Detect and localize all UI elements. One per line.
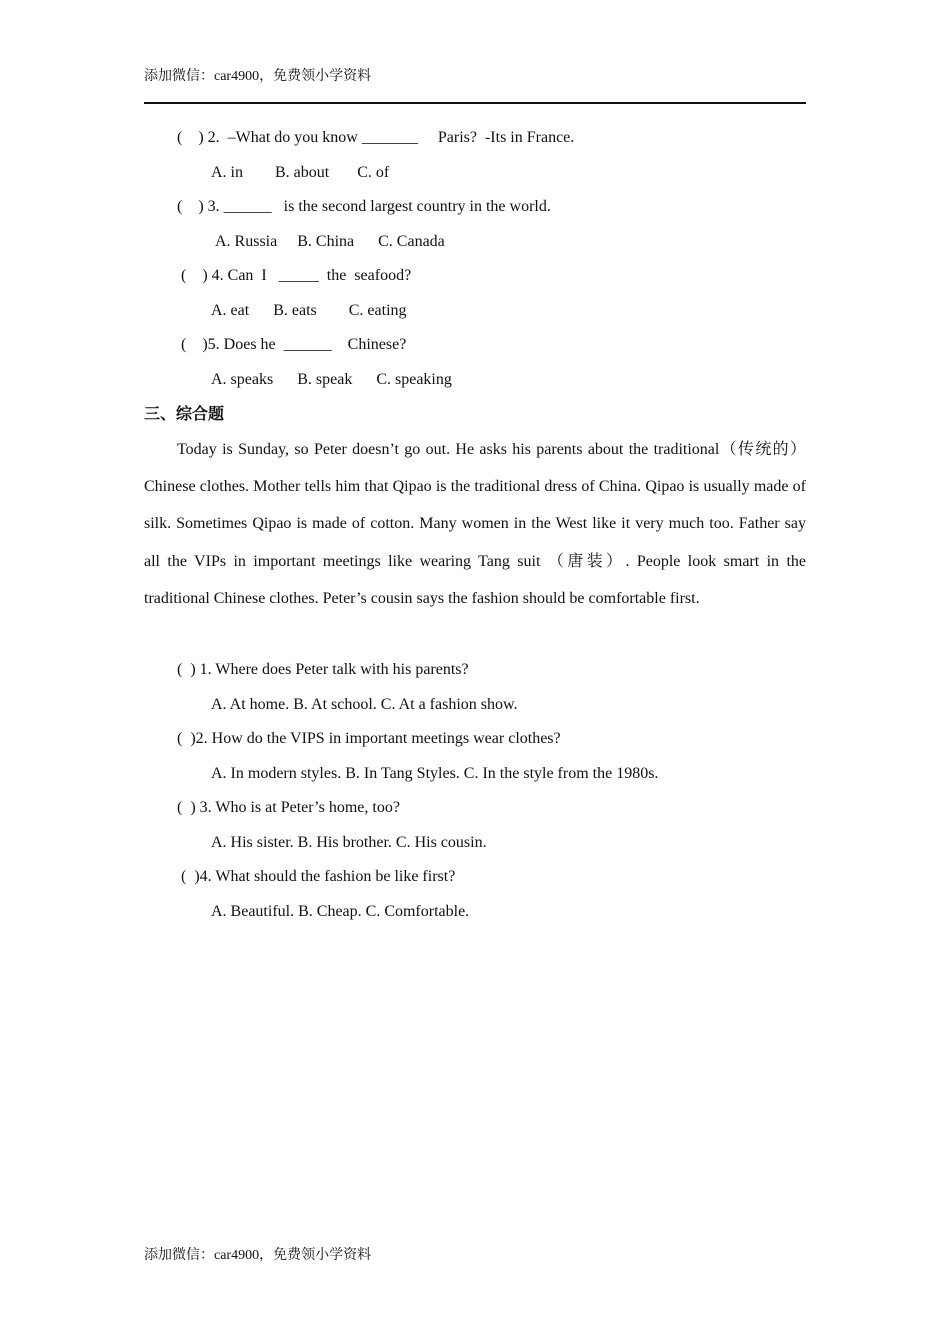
mcq-question-2: ( ) 2. –What do you know _______ Paris? -Its in France.: [177, 129, 575, 146]
mcq-question-5: ( )5. Does he ______ Chinese?: [181, 336, 407, 353]
mcq-options-5: A. speaks B. speak C. speaking: [211, 371, 452, 388]
reading-options-3: A. His sister. B. His brother. C. His cousin.: [211, 834, 487, 851]
reading-question-2: ( )2. How do the VIPS in important meetings wear clothes?: [177, 730, 561, 747]
mcq-options-4: A. eat B. eats C. eating: [211, 302, 407, 319]
header-divider: [144, 102, 806, 104]
reading-question-4: ( )4. What should the fashion be like first?: [181, 868, 456, 885]
mcq-question-3: ( ) 3. ______ is the second largest country in the world.: [177, 198, 551, 215]
reading-options-2: A. In modern styles. B. In Tang Styles. C. In the style from the 1980s.: [211, 765, 659, 782]
mcq-question-4: ( ) 4. Can I _____ the seafood?: [181, 267, 412, 284]
header-note: 添加微信：car4900，免费领小学资料: [144, 69, 372, 84]
reading-options-4: A. Beautiful. B. Cheap. C. Comfortable.: [211, 903, 470, 920]
reading-passage: Today is Sunday, so Peter doesn’t go out. He asks his parents about the traditional（传统的） Chinese clothes. Mother tells him that Qipao is the traditional dress of China. Qipao is usually made of silk. Sometimes Qipao is made of cotton. Many women in the West like it very much too. Father say all the VIPs in important meetings like wearing Tang suit （唐装）. People look smart in the traditional Chinese clothes. Peter’s cousin says the fashion should be comfortable first.: [144, 441, 806, 607]
reading-options-1: A. At home. B. At school. C. At a fashion show.: [211, 696, 518, 713]
section-title: 三、综合题: [144, 404, 225, 423]
mcq-options-3: A. Russia B. China C. Canada: [215, 233, 445, 250]
reading-question-3: ( ) 3. Who is at Peter’s home, too?: [177, 799, 400, 816]
footer-note: 添加微信：car4900，免费领小学资料: [144, 1248, 372, 1263]
mcq-options-2: A. in B. about C. of: [211, 164, 390, 181]
reading-question-1: ( ) 1. Where does Peter talk with his parents?: [177, 661, 469, 678]
